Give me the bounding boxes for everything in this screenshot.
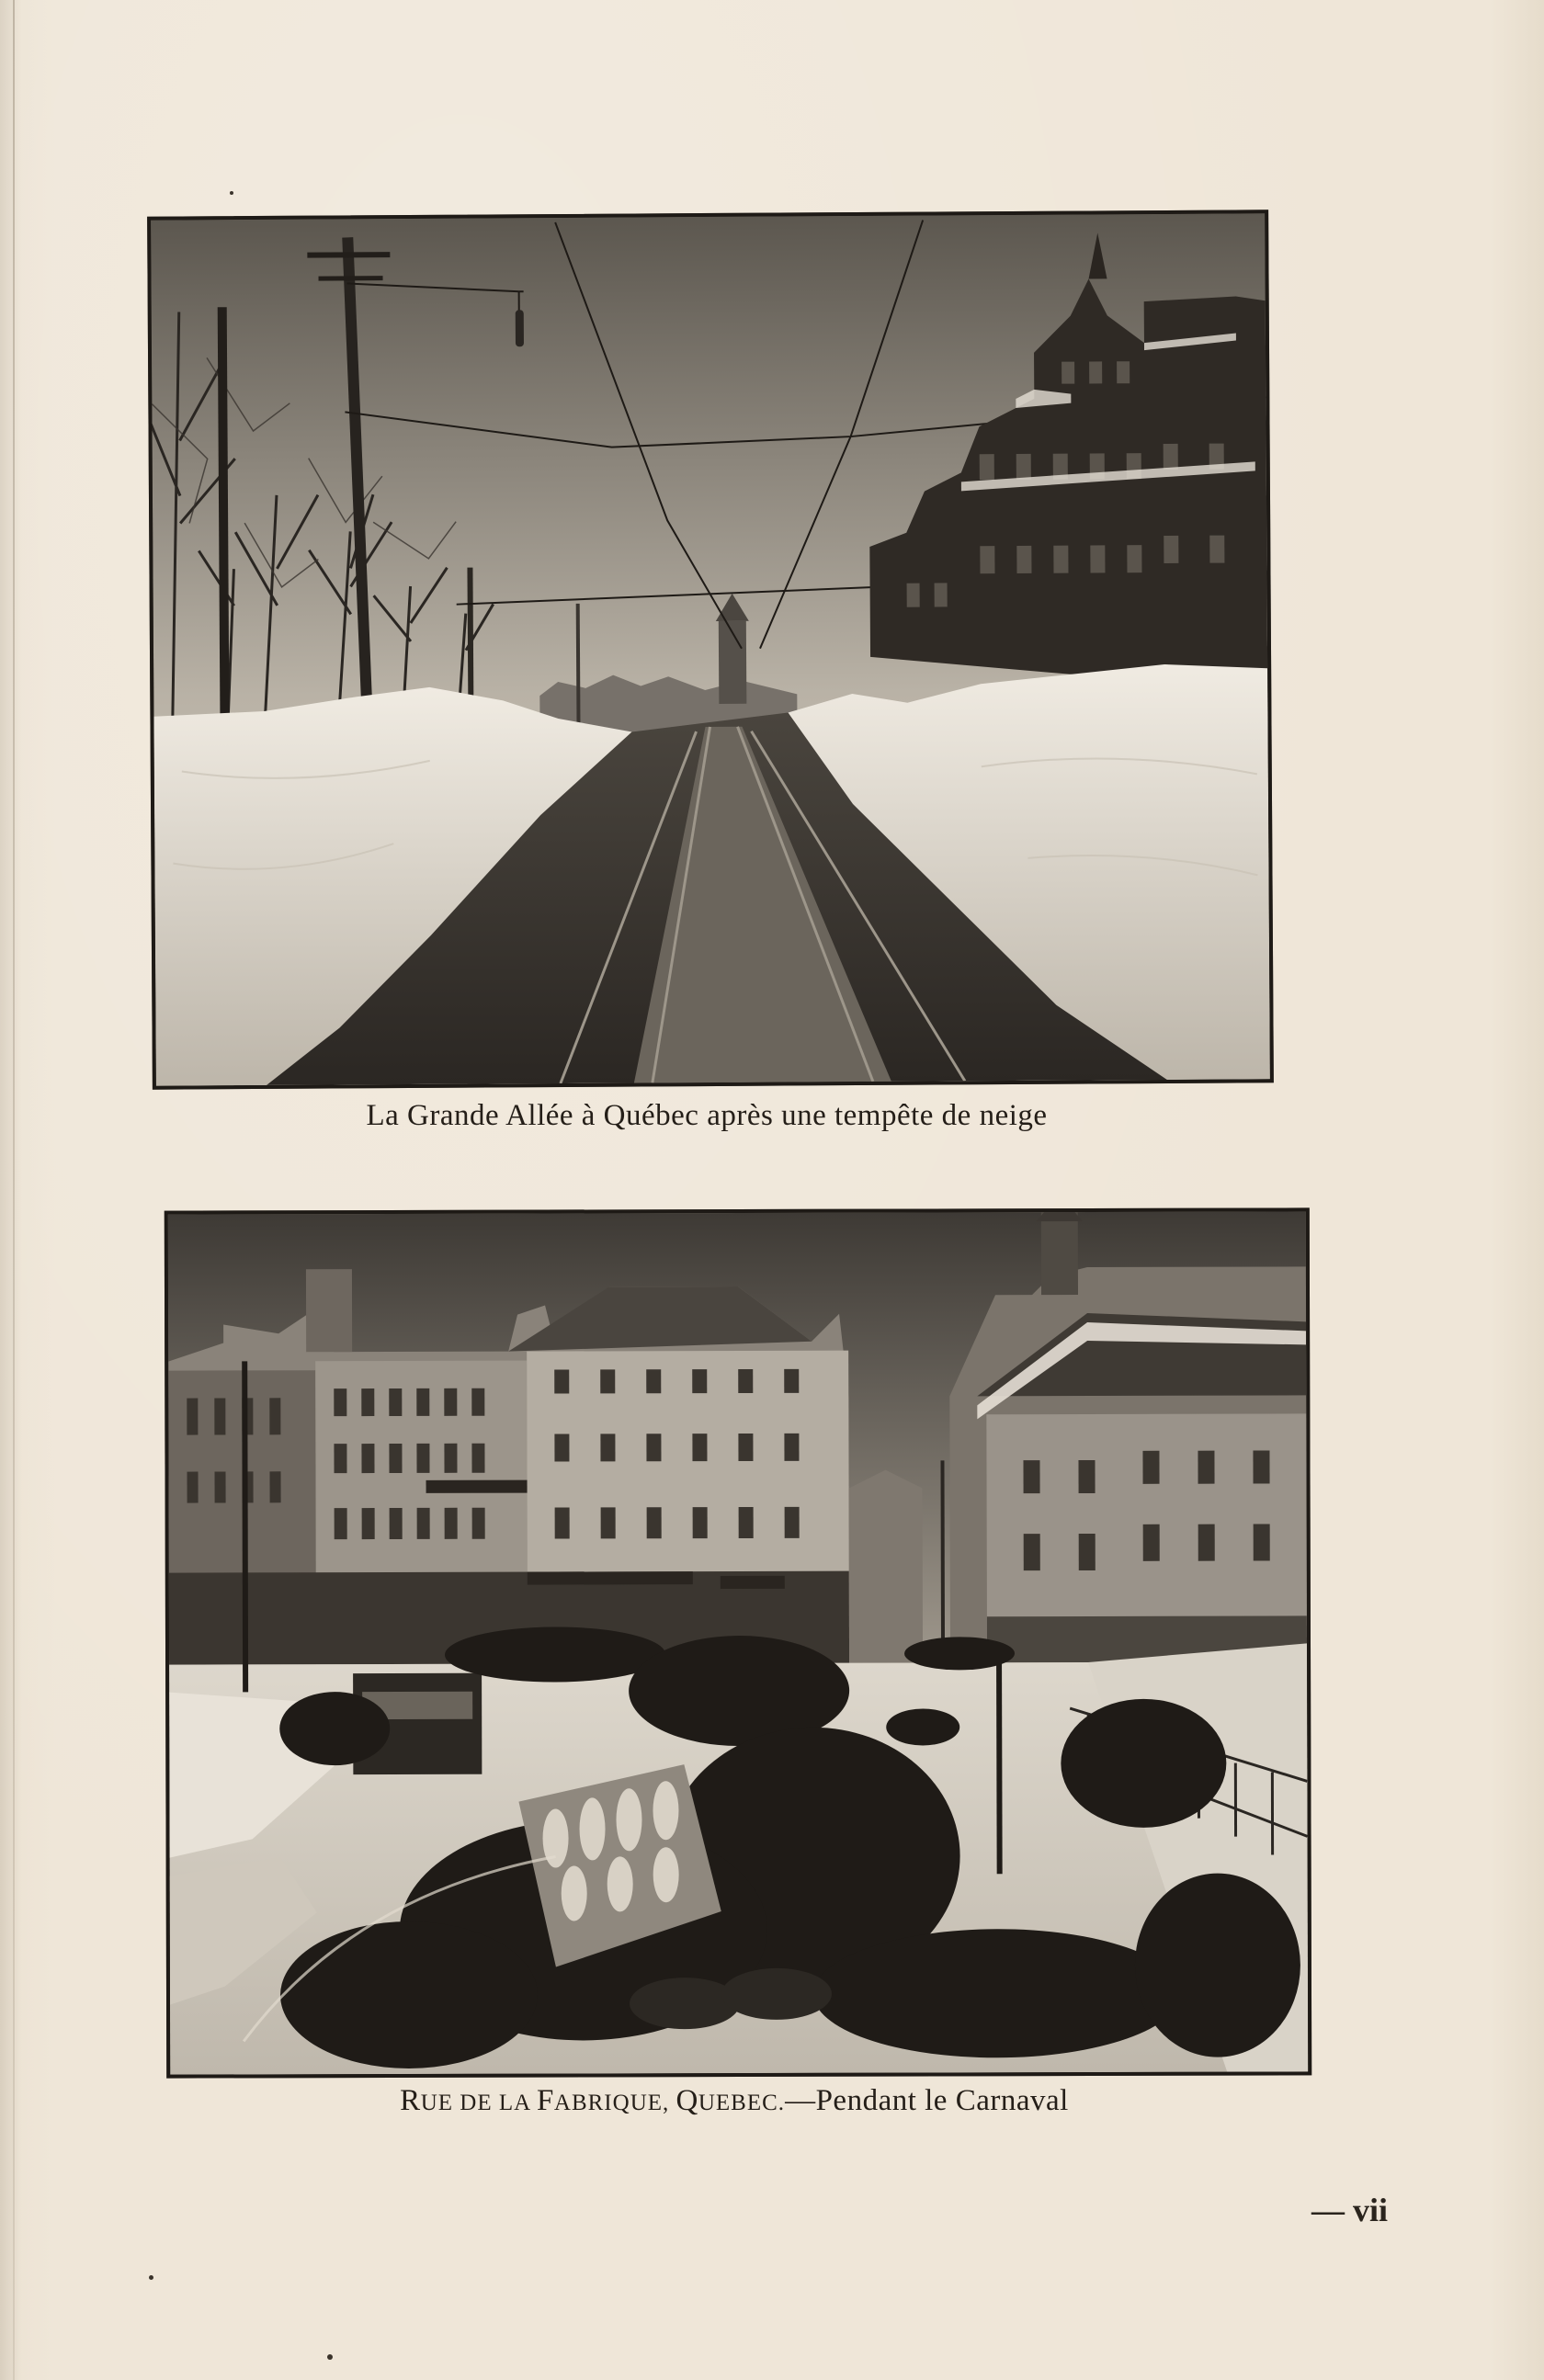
photo-caption-rue-de-la-fabrique	[165, 2084, 1303, 2118]
caption-part: Q	[676, 2084, 698, 2117]
page-number: — vii	[1311, 2192, 1388, 2228]
paper-speck	[149, 2275, 153, 2280]
caption-part: UE DE LA	[420, 2091, 538, 2115]
paper-speck	[327, 2354, 333, 2360]
caption-part: ABRIQUE,	[553, 2091, 676, 2115]
page-gutter	[13, 0, 15, 2380]
photo-grande-allee	[147, 210, 1274, 1089]
photo-rue-de-la-fabrique	[165, 1207, 1311, 2078]
carnival-street-photo	[168, 1211, 1308, 2074]
caption-part: F	[537, 2084, 554, 2117]
winter-street-photo	[151, 213, 1270, 1085]
caption-part: UEBEC.	[698, 2091, 786, 2115]
caption-part: R	[400, 2084, 421, 2117]
caption-part: —Pendant le Carnaval	[785, 2084, 1069, 2117]
paper-speck	[230, 191, 233, 195]
photo-caption-grande-allee: La Grande Allée à Québec après une tempête de neige	[366, 1099, 1048, 1132]
